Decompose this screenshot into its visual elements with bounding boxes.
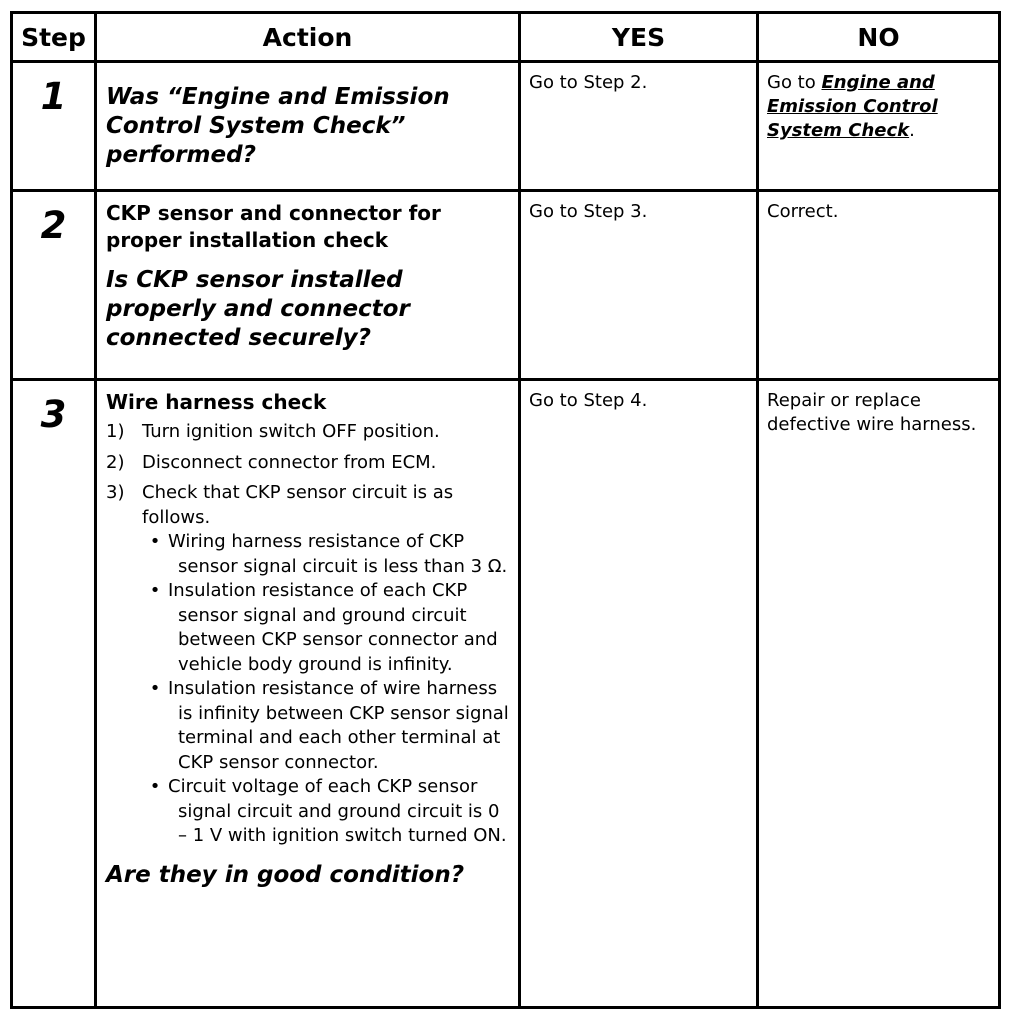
yes-cell: Go to Step 3. bbox=[520, 191, 758, 380]
step-index: 2) bbox=[106, 451, 125, 473]
bullet-icon: • bbox=[149, 678, 161, 699]
no-cell: Correct. bbox=[758, 191, 1000, 380]
action-heading: CKP sensor and connector for proper installation check bbox=[106, 201, 441, 252]
list-item bbox=[142, 530, 510, 579]
step-index: 1) bbox=[106, 421, 125, 442]
list-item bbox=[106, 481, 510, 849]
step-index: 3) bbox=[106, 482, 125, 503]
criteria-list bbox=[142, 530, 510, 849]
no-cell: Repair or replace defective wire harness. bbox=[758, 380, 1000, 1008]
action-question: Is CKP sensor installed properly and connector connected securely? bbox=[106, 267, 410, 351]
criteria-text: Circuit voltage of each CKP sensor signal circuit and ground circuit is 0 – 1 V with ignition switch turned ON. bbox=[168, 776, 507, 846]
step-text: Check that CKP sensor circuit is as follows. bbox=[142, 482, 454, 528]
action-question: Are they in good condition? bbox=[106, 861, 465, 888]
bullet-icon: • bbox=[149, 776, 161, 797]
yes-cell: Go to Step 2. bbox=[520, 62, 758, 191]
header-yes: YES bbox=[520, 13, 758, 62]
step-text: Turn ignition switch OFF position. bbox=[142, 421, 440, 442]
action-cell bbox=[96, 380, 520, 1008]
bullet-icon: • bbox=[149, 531, 161, 552]
step-body bbox=[142, 481, 510, 849]
step-number: 1 bbox=[12, 62, 96, 191]
action-heading: Wire harness check bbox=[106, 390, 327, 414]
table-row bbox=[12, 380, 1000, 1008]
header-step: Step bbox=[12, 13, 96, 62]
yes-cell: Go to Step 4. bbox=[520, 380, 758, 1008]
criteria-text: Wiring harness resistance of CKP sensor signal circuit is less than 3 Ω. bbox=[168, 531, 508, 577]
step-number: 2 bbox=[12, 191, 96, 380]
step-number: 3 bbox=[12, 380, 96, 1008]
no-suffix: . bbox=[909, 120, 915, 141]
no-prefix: Go to bbox=[767, 72, 822, 93]
header-row bbox=[12, 13, 1000, 62]
engine-emission-check-link[interactable]: Engine and Emission Control System Check bbox=[767, 72, 938, 141]
header-no: NO bbox=[758, 13, 1000, 62]
criteria-text: Insulation resistance of each CKP sensor signal and ground circuit between CKP sensor connector and vehicle body ground is infinity. bbox=[168, 580, 498, 675]
header-action: Action bbox=[96, 13, 520, 62]
action-cell bbox=[96, 191, 520, 380]
step-text: Disconnect connector from ECM. bbox=[142, 451, 437, 473]
bullet-icon: • bbox=[149, 580, 161, 601]
list-item bbox=[142, 579, 510, 677]
list-item bbox=[142, 775, 510, 849]
list-item bbox=[142, 677, 510, 775]
diagnostic-table bbox=[10, 11, 1001, 1009]
list-item bbox=[106, 420, 510, 445]
action-cell bbox=[96, 62, 520, 191]
procedure-list bbox=[106, 420, 510, 849]
list-item bbox=[106, 451, 510, 476]
no-cell bbox=[758, 62, 1000, 191]
table-row bbox=[12, 62, 1000, 191]
table-row bbox=[12, 191, 1000, 380]
action-question: Was “Engine and Emission Control System Check” performed? bbox=[106, 84, 450, 168]
criteria-text: Insulation resistance of wire harness is infinity between CKP sensor signal terminal and each other terminal at CKP sensor connector. bbox=[168, 678, 509, 773]
